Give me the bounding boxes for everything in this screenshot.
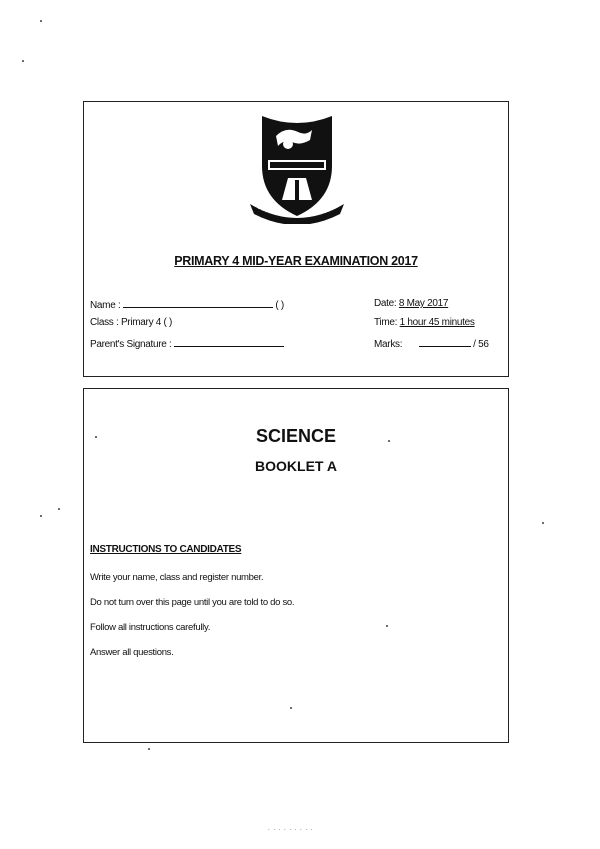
marks-label: Marks: [374,339,403,350]
class-field: Class : Primary 4 ( ) [90,317,173,328]
scan-speck [40,20,42,22]
scan-speck [95,436,97,438]
time-label: Time: [374,317,398,328]
marks-field [374,337,489,350]
instruction-item: Do not turn over this page until you are told to do so. [90,597,295,608]
scan-speck [386,625,388,627]
scan-speck [58,508,60,510]
marks-total: / 56 [473,339,489,350]
scan-speck [542,522,544,524]
register-number-brackets: ( ) [275,300,284,311]
booklet-title: BOOKLET A [255,458,337,474]
scan-speck [290,707,292,709]
name-field [90,298,284,311]
scan-speck [40,515,42,517]
instruction-item: Follow all instructions carefully. [90,622,211,633]
scan-speck [22,60,24,62]
signature-label: Parent's Signature : [90,339,172,350]
name-label: Name : [90,300,121,311]
exam-title: PRIMARY 4 MID-YEAR EXAMINATION 2017 [174,254,418,268]
marks-blank [419,337,471,347]
scan-speck [148,748,150,750]
date-field [374,298,448,309]
cover-box [83,388,509,743]
time-value: 1 hour 45 minutes [399,317,475,328]
header-box [83,101,509,377]
instruction-item: Answer all questions. [90,647,174,658]
scan-artifact: . . . . . . . . . [268,826,314,832]
time-field [374,317,475,328]
scan-speck [388,440,390,442]
date-label: Date: [374,298,397,309]
instructions-heading: INSTRUCTIONS TO CANDIDATES [90,544,242,555]
name-blank [123,298,273,308]
school-crest-logo [248,108,346,224]
signature-field [90,337,284,350]
date-value: 8 May 2017 [398,298,449,309]
subject-title: SCIENCE [255,426,336,446]
signature-blank [174,337,284,347]
instruction-item: Write your name, class and register number. [90,572,264,583]
